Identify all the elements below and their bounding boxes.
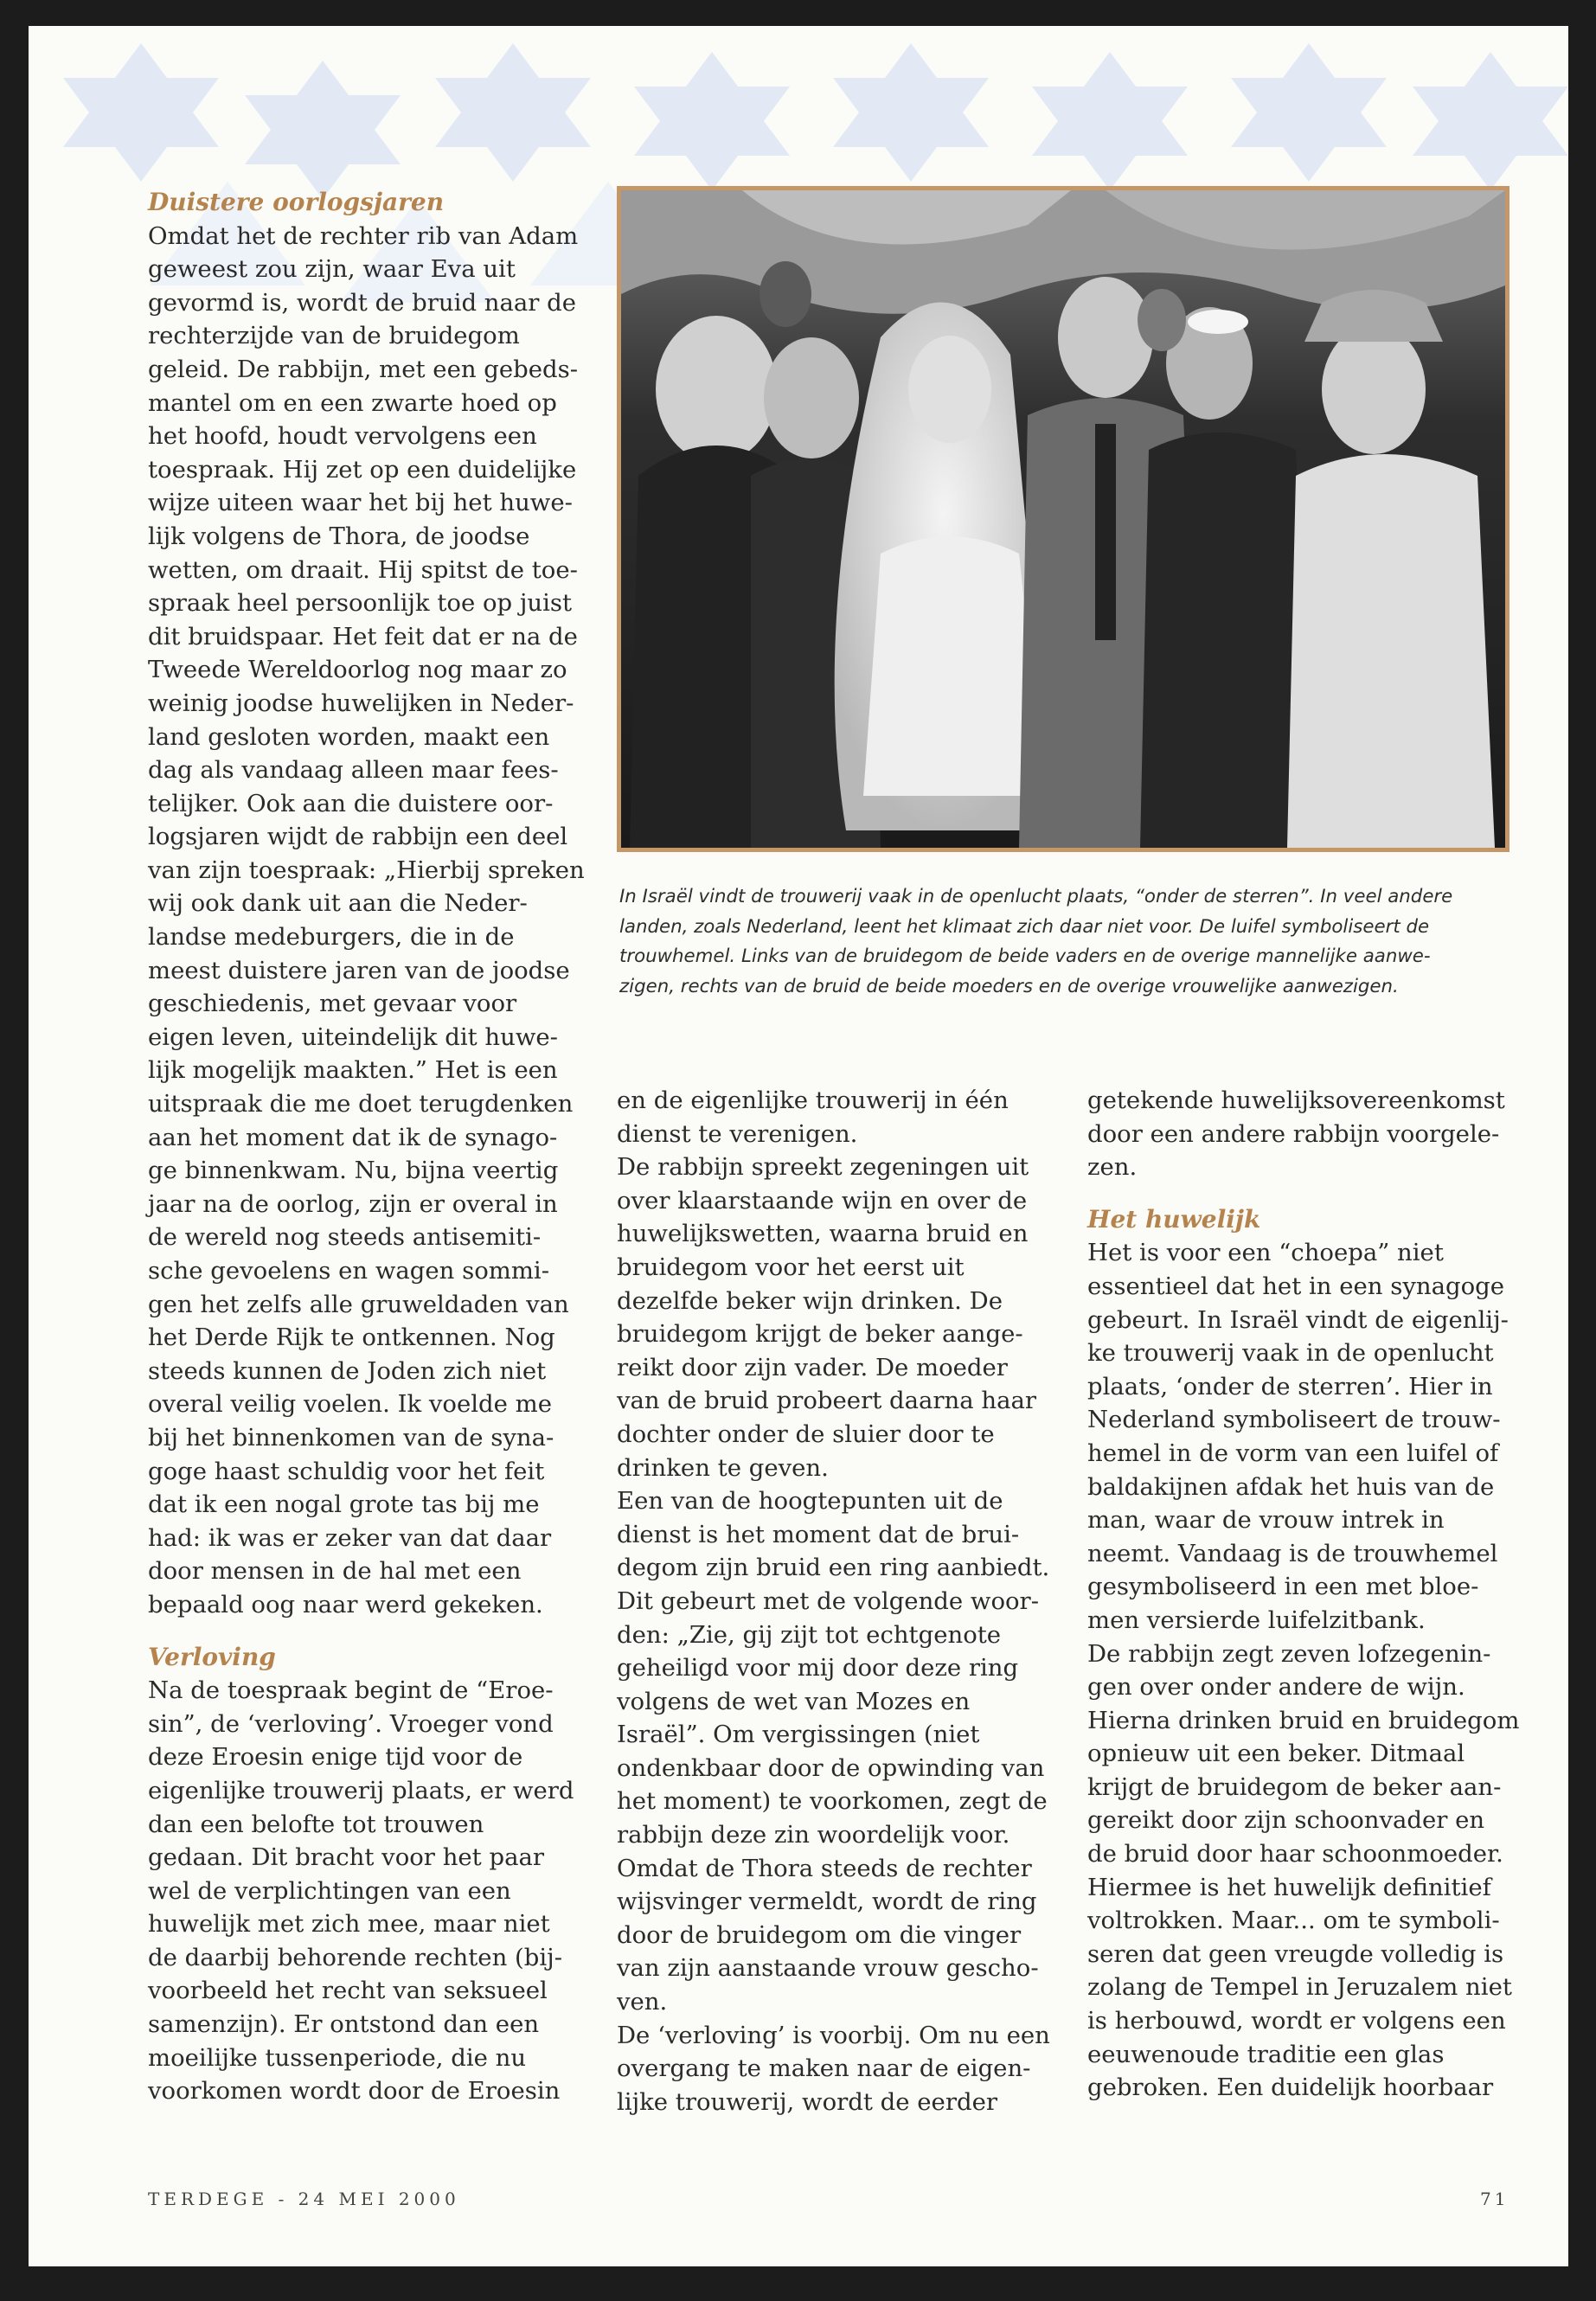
section-gap <box>1087 1184 1537 1203</box>
section-heading-het-huwelijk: Het huwelijk <box>1087 1204 1261 1234</box>
article-paragraph: Na de toespraak begint de “Eroe- sin”, de ‘verloving’. Vroeger vond deze Eroesin enige tijd voor de eigenlijke trouwerij plaats, er werd dan een belofte tot trouwen gedaan. Dit bracht voor het paar wel de verplichtingen van een huwelijk met zich mee, maar niet de daarbij behorende rechten (bij- voorbeeld het recht van seksueel samenzijn). Er ontstond dan een moeilijke tussenperiode, die nu voorkomen wordt door de Eroesin <box>148 1676 574 2106</box>
photo-caption: In Israël vindt de trouwerij vaak in de openlucht plaats, “onder de sterren”. In veel andere landen, zoals Nederland, leent het klimaat zich daar niet voor. De luifel symboliseert de trouwhemel. Links van de bruidegom de beide vaders en de overige mannelijke aanwe- zigen, rechts van de bruid de beide moeders en de overige vrouwelijke aanwezigen. <box>619 886 1453 997</box>
article-paragraph: De rabbijn zegt zeven lofzegenin- gen over onder andere de wijn. Hierna drinken bruid en bruidegom opnieuw uit een beker. Ditmaal krijgt de bruidegom de beker aan- gereikt door zijn schoonvader en de bruid door haar schoonmoeder. Hiermee is het huwelijk definitief voltrokken. Maar... om te symboli- seren dat geen vreugde volledig is zolang de Tempel in Jeruzalem niet is herbouwd, wordt er volgens een eeuwenoude traditie een glas gebroken. Een duidelijk hoorbaar <box>1087 1639 1520 2102</box>
wedding-photo <box>617 186 1509 852</box>
article-paragraph: De ‘verloving’ is voorbij. Om nu een overgang te maken naar de eigen- lijke trouwerij, wordt de eerder <box>617 2021 1050 2116</box>
article-paragraph: Omdat het de rechter rib van Adam geweest zou zijn, waar Eva uit gevormd is, wordt de bruid naar de rechterzijde van de bruidegom geleid. De rabbijn, met een gebeds- mantel om en een zwarte hoed op het hoofd, houdt vervolgens een toespraak. Hij zet op een duidelijke wijze uiteen waar het bij het huwe- lijk volgens de Thora, de joodse wetten, om draait. Hij spitst de toe- spraak heel persoonlijk toe op juist dit bruidspaar. Het feit dat er na de Tweede Wereldoorlog nog maar zo weinig joodse huwelijken in Neder- land gesloten worden, maakt een dag als vandaag alleen maar fees- telijker. Ook aan die duistere oor- logsjaren wijdt de rabbijn een deel van zijn toespraak: „Hierbij spreken wij ook dank uit aan die Neder- landse medeburgers, die in de meest duistere jaren van de joodse geschiedenis, met gevaar voor eigen leven, uiteindelijk dit huwe- lijk mogelijk maakten.” Het is een uitspraak die me doet terugdenken aan het moment dat ik de synago- ge binnenkwam. Nu, bijna veertig jaar na de oorlog, zijn er overal in de wereld nog steeds antisemiti- sche gevoelens en wagen sommi- gen het zelfs alle gruweldaden van het Derde Rijk te ontkennen. Nog steeds kunnen de Joden zich niet overal veilig voelen. Ik voelde me bij het binnenkomen van de syna- goge haast schuldig voor het feit dat ik een nogal grote tas bij me had: ik was er zeker van dat daar door mensen in de hal met een bepaald oog naar werd gekeken. <box>148 221 585 1618</box>
column-left <box>148 186 589 2108</box>
article-paragraph: Het is voor een “choepa” niet essentieel dat het in een synagoge gebeurt. In Israël vindt de eigenlij- ke trouwerij vaak in de openlucht plaats, ‘onder de sterren’. Hier in Nederland symboliseert de trouw- hemel in de vorm van een luifel of baldakijnen afdak het huis van de man, waar de vrouw intrek in neemt. Vandaag is de trouwhemel gesymboliseerd in een met bloe- men versierde luifelzitbank. <box>1087 1239 1509 1634</box>
column-middle <box>617 1084 1062 2118</box>
section-heading-verloving: Verloving <box>148 1642 276 1671</box>
article-paragraph: Een van de hoogtepunten uit de dienst is het moment dat de brui- degom zijn bruid een ring aanbiedt. Dit gebeurt met de volgende woor- den: „Zie, gij zijt tot echtgenote geheiligd voor mij door deze ring volgens de wet van Mozes en Israël”. Om vergissingen (niet ondenkbaar door de opwinding van het moment) te voorkomen, zegt de rabbijn deze zin woordelijk voor. Omdat de Thora steeds de rechter wijsvinger vermeldt, wordt de ring door de bruidegom om die vinger van zijn aanstaande vrouw gescho- ven. <box>617 1487 1050 2016</box>
column-right <box>1087 1084 1537 2105</box>
magazine-page <box>29 26 1568 2266</box>
footer-page-number: 71 <box>1480 2189 1509 2209</box>
wedding-photo-image <box>621 190 1505 848</box>
footer-publication: TERDEGE - 24 MEI 2000 <box>148 2189 460 2209</box>
section-gap <box>148 1622 589 1641</box>
article-paragraph: De rabbijn spreekt zegeningen uit over klaarstaande wijn en over de huwelijkswetten, waarna bruid en bruidegom voor het eerst uit dezelfde beker wijn drinken. De bruidegom krijgt de beker aange- reikt door zijn vader. De moeder van de bruid probeert daarna haar dochter onder de sluier door te drinken te geven. <box>617 1153 1037 1482</box>
article-paragraph: getekende huwelijksovereenkomst door een andere rabbijn voorgele- zen. <box>1087 1086 1505 1182</box>
section-heading-duistere-oorlogsjaren: Duistere oorlogsjaren <box>148 188 445 216</box>
article-paragraph: en de eigenlijke trouwerij in één dienst te verenigen. <box>617 1086 1009 1148</box>
